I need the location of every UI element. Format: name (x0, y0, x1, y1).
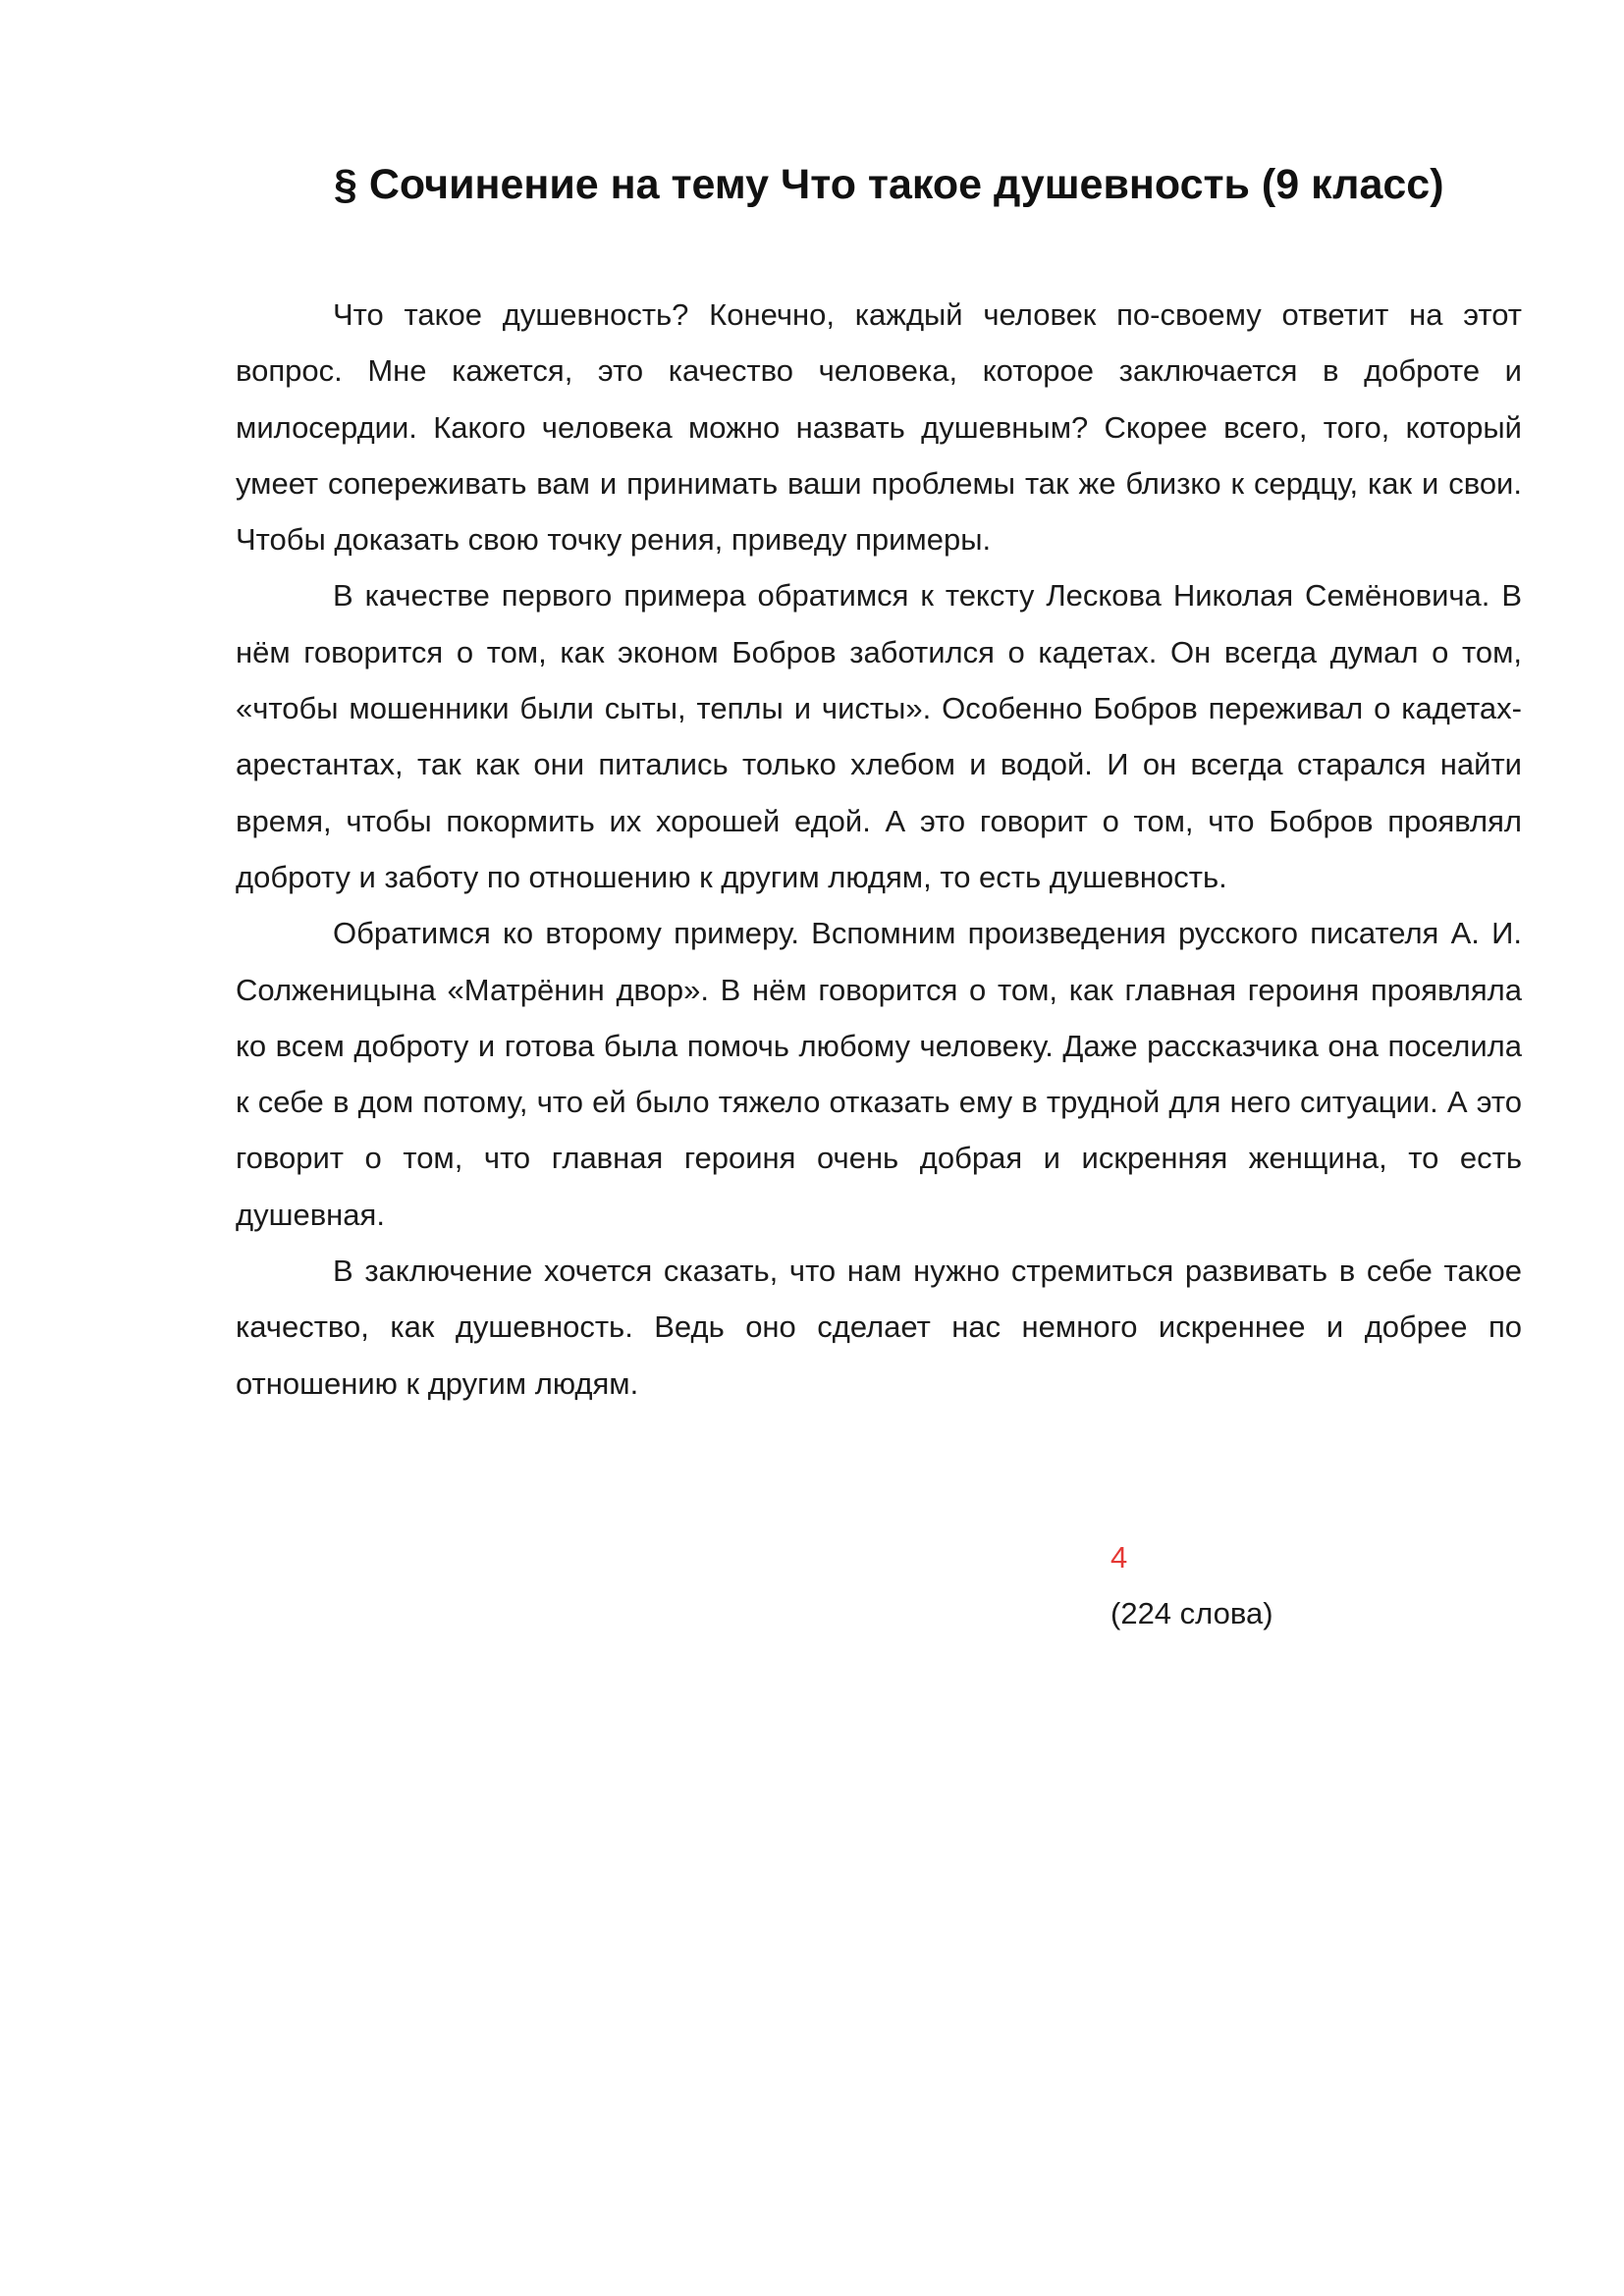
essay-body (236, 287, 1522, 1412)
paragraph-intro: Что такое душевность? Конечно, каждый человек по-своему ответит на этот вопрос. Мне кажется, это качество человека, которое заключается в доброте и милосердии. Какого человека можно назвать душевным? Скорее всего, того, который умеет сопереживать вам и принимать ваши проблемы так же близко к сердцу, как и свои. Чтобы доказать свою точку рения, приведу примеры. (236, 297, 1522, 558)
word-count: (224 слова) (1110, 1596, 1273, 1630)
paragraph-first-example: В качестве первого примера обратимся к тексту Лескова Николая Семёновича. В нём говорится о том, как эконом Бобров заботился о кадетах. Он всегда думал о том, «чтобы мошенники были сыты, теплы и чисты». Особенно Бобров переживал о кадетах-арестантах, так как они питались только хлебом и водой. И он всегда старался найти время, чтобы покормить их хорошей едой. А это говорит о том, что Бобров проявлял доброту и заботу по отношению к другим людям, то есть душевность. (236, 578, 1522, 894)
grade-mark: 4 (1110, 1540, 1128, 1575)
paragraph-conclusion: В заключение хочется сказать, что нам нужно стремиться развивать в себе такое качество, как душевность. Ведь оно сделает нас немного искреннее и добрее по отношению к другим людям. (236, 1254, 1522, 1401)
paragraph-second-example: Обратимся ко второму примеру. Вспомним произведения русского писателя А. И. Солженицына «Матрёнин двор». В нём говорится о том, как главная героиня проявляла ко всем доброту и готова была помочь любому человеку. Даже рассказчика она поселила к себе в дом потому, что ей было тяжело отказать ему в трудной для него ситуации. А это говорит о том, что главная героиня очень добрая и искренняя женщина, то есть душевная. (236, 916, 1522, 1232)
essay-title: § Сочинение на тему Что такое душевность (9 класс) (334, 161, 1444, 208)
